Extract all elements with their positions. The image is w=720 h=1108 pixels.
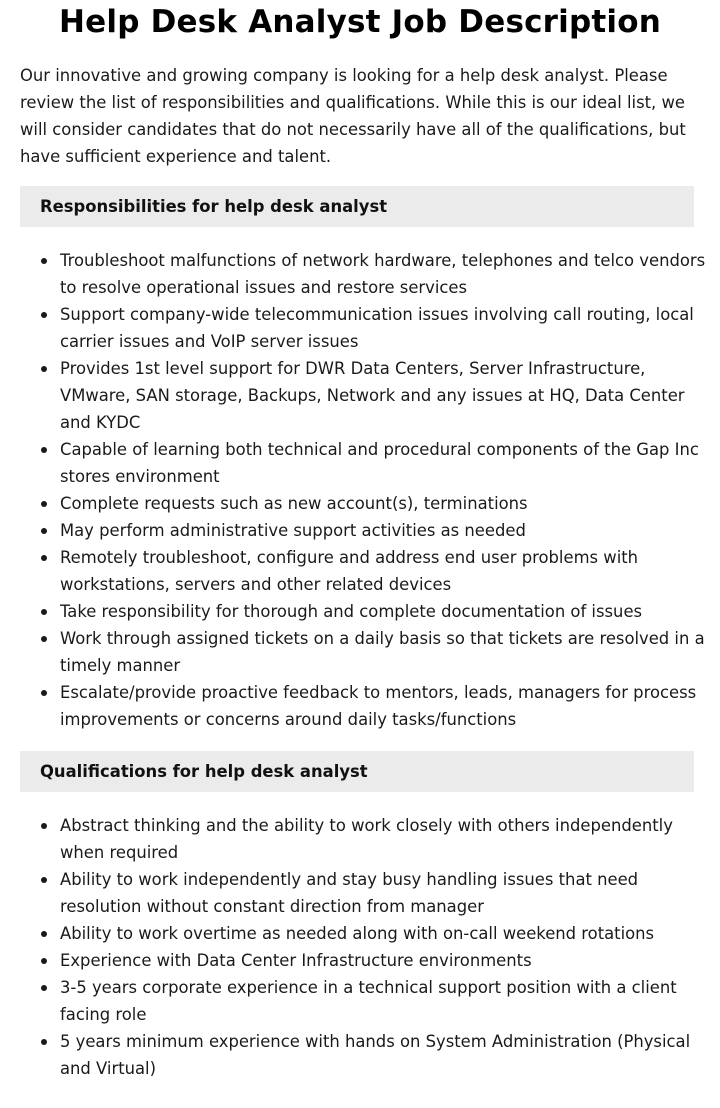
list-item bbox=[60, 947, 712, 974]
list-item bbox=[60, 866, 712, 920]
list-item bbox=[60, 355, 712, 436]
list-item bbox=[60, 247, 712, 301]
bullet-icon bbox=[41, 823, 47, 829]
page-title: Help Desk Analyst Job Description bbox=[59, 4, 661, 40]
bullet-icon bbox=[41, 555, 47, 561]
qualifications-list bbox=[0, 812, 720, 1082]
bullet-icon bbox=[41, 877, 47, 883]
bullet-icon bbox=[41, 501, 47, 507]
bullet-icon bbox=[41, 609, 47, 615]
bullet-icon bbox=[41, 985, 47, 991]
responsibilities-heading: Responsibilities for help desk analyst bbox=[20, 186, 694, 227]
bullet-icon bbox=[41, 931, 47, 937]
list-item bbox=[60, 301, 712, 355]
list-item bbox=[60, 436, 712, 490]
bullet-icon bbox=[41, 447, 47, 453]
list-item-text: Work through assigned tickets on a daily basis so that tickets are resolved in a timely manner bbox=[60, 629, 705, 675]
list-item bbox=[60, 812, 712, 866]
bullet-icon bbox=[41, 258, 47, 264]
list-item-text: 3-5 years corporate experience in a technical support position with a client facing role bbox=[60, 978, 677, 1024]
list-item bbox=[60, 544, 712, 598]
list-item bbox=[60, 679, 712, 733]
list-item bbox=[60, 598, 712, 625]
intro-paragraph: Our innovative and growing company is looking for a help desk analyst. Please review the list of responsibilities and qualifications. While this is our ideal list, we will consider candidates that do not necessarily have all of the qualifications, but have sufficient experience and talent. bbox=[20, 66, 686, 166]
list-item-text: Abstract thinking and the ability to work closely with others independently when required bbox=[60, 816, 673, 862]
list-item-text: Ability to work independently and stay busy handling issues that need resolution without constant direction from manager bbox=[60, 870, 639, 916]
bullet-icon bbox=[41, 312, 47, 318]
list-item bbox=[60, 1028, 712, 1082]
responsibilities-list bbox=[0, 247, 720, 733]
list-item-text: May perform administrative support activities as needed bbox=[60, 521, 526, 540]
list-item-text: Ability to work overtime as needed along with on-call weekend rotations bbox=[60, 924, 655, 943]
bullet-icon bbox=[41, 690, 47, 696]
list-item bbox=[60, 920, 712, 947]
list-item-text: Remotely troubleshoot, configure and address end user problems with workstations, servers and other related devices bbox=[60, 548, 639, 594]
bullet-icon bbox=[41, 958, 47, 964]
list-item-text: Troubleshoot malfunctions of network hardware, telephones and telco vendors to resolve operational issues and restore services bbox=[60, 251, 706, 297]
list-item bbox=[60, 490, 712, 517]
list-item bbox=[60, 974, 712, 1028]
bullet-icon bbox=[41, 636, 47, 642]
bullet-icon bbox=[41, 1039, 47, 1045]
qualifications-heading: Qualifications for help desk analyst bbox=[20, 751, 694, 792]
list-item-text: Capable of learning both technical and procedural components of the Gap Inc stores environment bbox=[60, 440, 699, 486]
list-item-text: Provides 1st level support for DWR Data Centers, Server Infrastructure, VMware, SAN storage, Backups, Network and any issues at HQ, Data Center and KYDC bbox=[60, 359, 685, 432]
bullet-icon bbox=[41, 366, 47, 372]
bullet-icon bbox=[41, 528, 47, 534]
list-item bbox=[60, 625, 712, 679]
list-item-text: Complete requests such as new account(s), terminations bbox=[60, 494, 528, 513]
list-item-text: Take responsibility for thorough and complete documentation of issues bbox=[60, 602, 643, 621]
list-item-text: 5 years minimum experience with hands on System Administration (Physical and Virtual) bbox=[60, 1032, 691, 1078]
list-item bbox=[60, 517, 712, 544]
list-item-text: Experience with Data Center Infrastructure environments bbox=[60, 951, 532, 970]
list-item-text: Escalate/provide proactive feedback to mentors, leads, managers for process improvements or concerns around daily tasks/functions bbox=[60, 683, 697, 729]
list-item-text: Support company-wide telecommunication issues involving call routing, local carrier issues and VoIP server issues bbox=[60, 305, 694, 351]
